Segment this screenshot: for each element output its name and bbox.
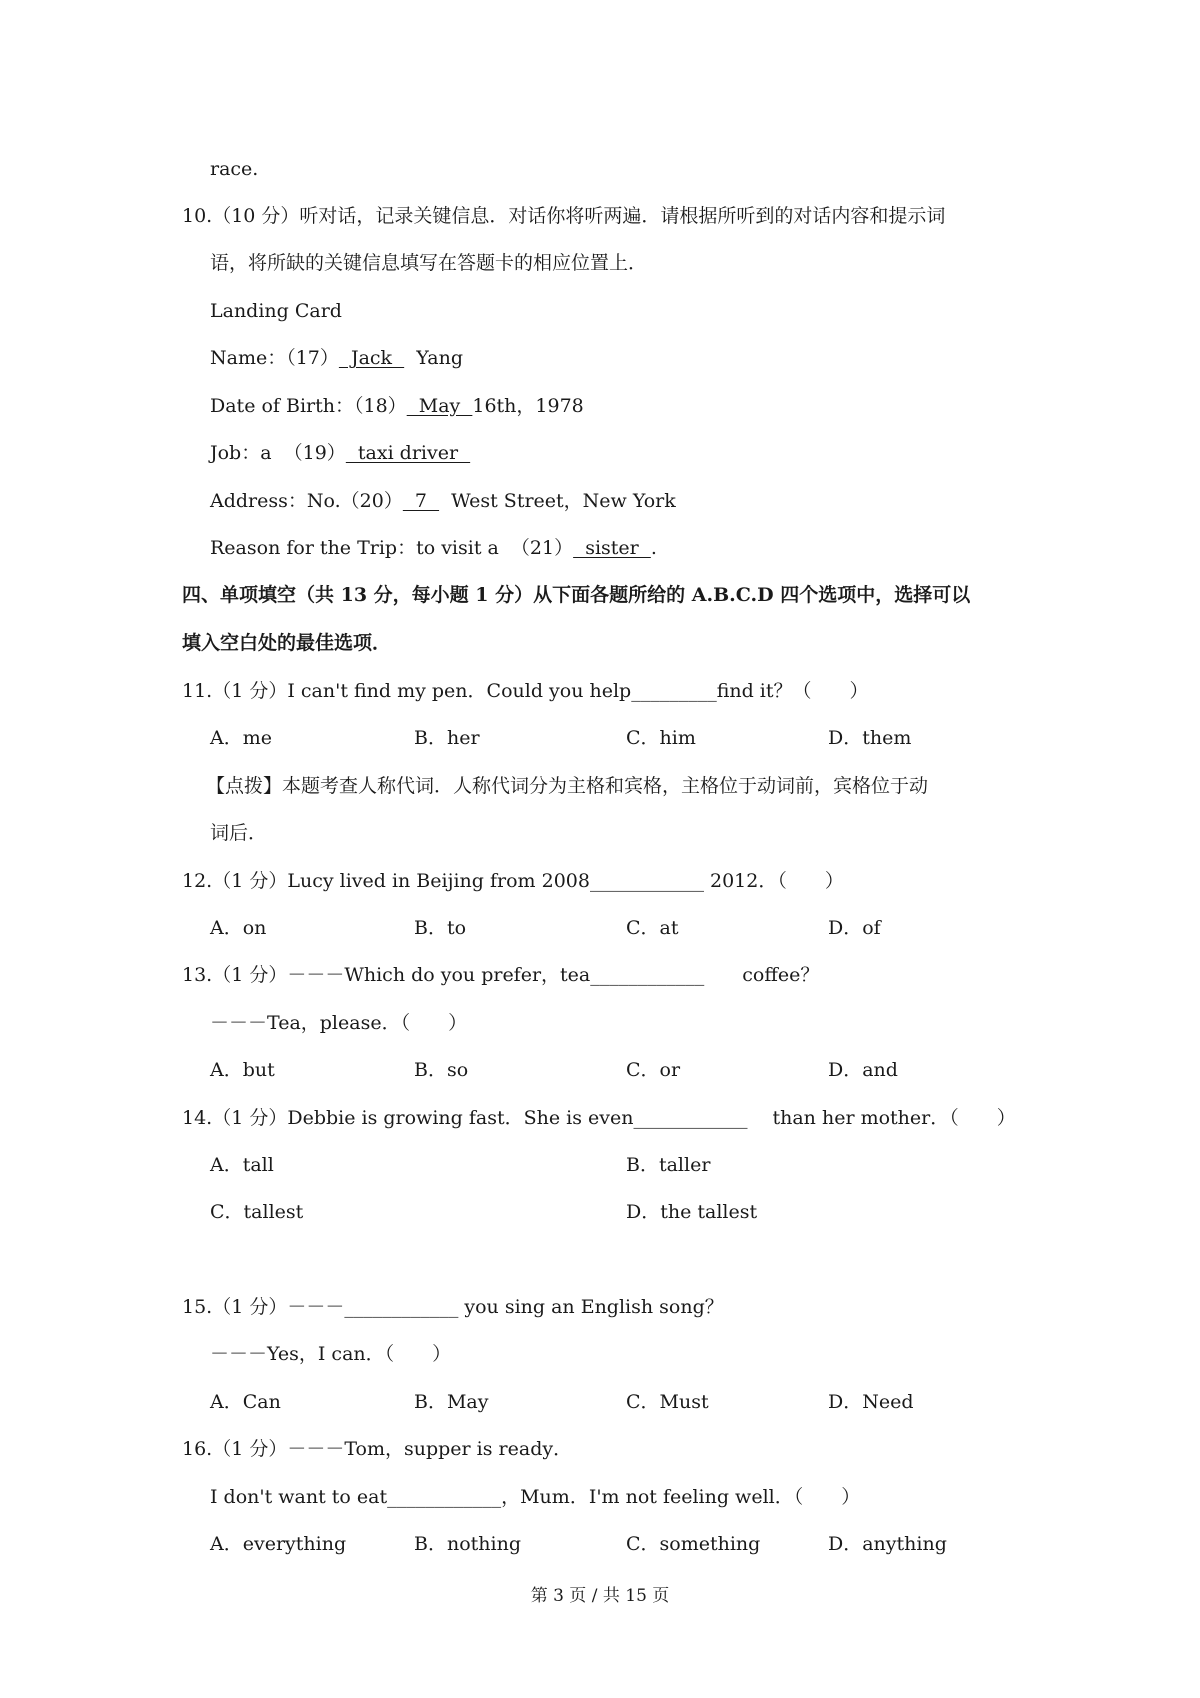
q13-stem: 13.（1 分）－－－Which do you prefer，tea____________ coffee？: [182, 964, 820, 986]
field-address-rest: West Street，New York: [439, 490, 676, 512]
field-job: [210, 441, 470, 465]
q11-tip: 【点拨】本题考查人称代词．人称代词分为主格和宾格，主格位于动词前，宾格位于动: [206, 775, 929, 797]
q11-option-d: D．them: [828, 727, 912, 749]
field-dob-label: Date of Birth：（18）: [210, 395, 407, 417]
q14-option-d: D．the tallest: [626, 1201, 758, 1223]
q12-option-b: B．to: [414, 917, 467, 939]
q16-reply: I don't want to eat____________，Mum．I'm not feeling well．（ ）: [210, 1486, 861, 1508]
q12-option-c: C．at: [626, 917, 679, 939]
q13-option-b: B．so: [414, 1059, 469, 1081]
field-address-label: Address：No.（20）: [210, 490, 403, 512]
field-name: [210, 346, 463, 370]
q14-option-b: B．taller: [626, 1154, 711, 1176]
field-address: [210, 489, 676, 513]
q11-option-a: A．me: [210, 727, 272, 749]
section4-heading: 四、单项填空（共 13 分，每小题 1 分）从下面各题所给的 A.B.C.D 四个选项中，选择可以: [182, 584, 971, 606]
field-name-answer: Jack: [338, 347, 405, 369]
q15-reply: －－－Yes，I can．（ ）: [210, 1343, 452, 1365]
field-reason-answer: sister: [573, 537, 651, 559]
q14-option-c: C．tallest: [210, 1201, 304, 1223]
q15-option-d: D．Need: [828, 1391, 914, 1413]
q16-stem: 16.（1 分）－－－Tom，supper is ready．: [182, 1438, 573, 1460]
q11-tip-cont: 词后．: [210, 822, 268, 844]
q13-option-c: C．or: [626, 1059, 681, 1081]
field-name-label: Name：（17）: [210, 347, 339, 369]
q13-reply: －－－Tea，please．（ ）: [210, 1012, 468, 1034]
q12-option-a: A．on: [210, 917, 267, 939]
q15-stem: 15.（1 分）－－－____________ you sing an English song？: [182, 1296, 724, 1318]
q15-option-c: C．Must: [626, 1391, 709, 1413]
q11-option-b: B．her: [414, 727, 480, 749]
q16-option-a: A．everything: [210, 1533, 347, 1555]
field-job-answer: taxi driver: [345, 442, 471, 464]
field-address-answer: 7: [402, 490, 440, 512]
field-name-rest: Yang: [404, 347, 464, 369]
section4-heading-cont: 填入空白处的最佳选项．: [182, 632, 392, 654]
q14-stem: 14.（1 分）Debbie is growing fast．She is even____________ than her mother．（ ）: [182, 1107, 1016, 1129]
field-dob-rest: 16th，1978: [472, 395, 584, 417]
field-job-label: Job：a （19）: [210, 442, 346, 464]
field-reason-label: Reason for the Trip：to visit a （21）: [210, 537, 574, 559]
q13-option-d: D．and: [828, 1059, 898, 1081]
q15-option-a: A．Can: [210, 1391, 281, 1413]
field-reason-rest: .: [650, 537, 657, 559]
page-footer: 第 3 页 / 共 15 页: [530, 1586, 670, 1606]
q16-option-d: D．anything: [828, 1533, 947, 1555]
q16-option-c: C．something: [626, 1533, 761, 1555]
q15-option-b: B．May: [414, 1391, 489, 1413]
q11-option-c: C．him: [626, 727, 696, 749]
q11-stem: 11.（1 分）I can't find my pen．Could you help_________find it？（ ）: [182, 680, 869, 702]
q13-option-a: A．but: [210, 1059, 275, 1081]
landing-card-title: Landing Card: [210, 300, 342, 322]
q14-option-a: A．tall: [210, 1154, 274, 1176]
q12-stem: 12.（1 分）Lucy lived in Beijing from 2008____________ 2012．（ ）: [182, 870, 844, 892]
q12-option-d: D．of: [828, 917, 881, 939]
field-dob-answer: May: [406, 395, 473, 417]
q16-option-b: B．nothing: [414, 1533, 521, 1555]
continuation-text: race.: [210, 158, 259, 180]
field-reason: [210, 536, 657, 560]
q10-stem-cont: 语，将所缺的关键信息填写在答题卡的相应位置上．: [210, 252, 648, 274]
q10-stem: 10.（10 分）听对话，记录关键信息．对话你将听两遍．请根据所听到的对话内容和提示词: [182, 205, 946, 227]
field-dob: [210, 394, 584, 418]
